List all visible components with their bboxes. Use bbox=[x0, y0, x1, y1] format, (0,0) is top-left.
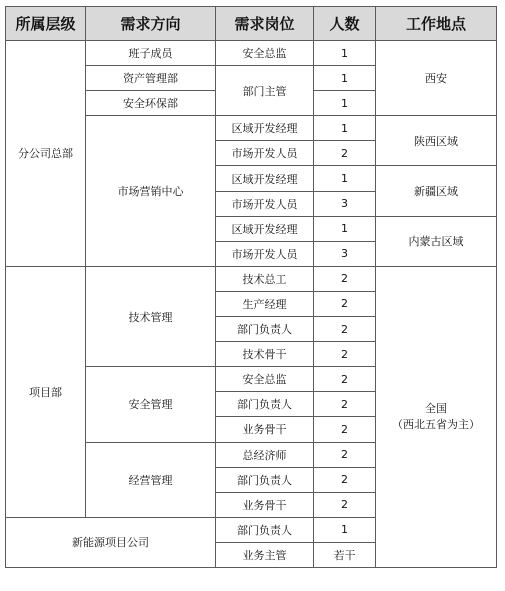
post-cell: 总经济师 bbox=[216, 442, 314, 467]
count-cell: 2 bbox=[314, 442, 376, 467]
post-cell: 区域开发经理 bbox=[216, 116, 314, 141]
count-cell: 3 bbox=[314, 191, 376, 216]
post-cell: 部门主管 bbox=[216, 66, 314, 116]
location-cell-xian: 西安 bbox=[376, 41, 497, 116]
level-cell-newenergy: 新能源项目公司 bbox=[6, 517, 216, 567]
post-cell: 市场开发人员 bbox=[216, 191, 314, 216]
post-cell: 部门负责人 bbox=[216, 517, 314, 542]
header-direction: 需求方向 bbox=[86, 7, 216, 41]
direction-cell-safety: 安全管理 bbox=[86, 367, 216, 442]
location-cell-xinjiang: 新疆区域 bbox=[376, 166, 497, 216]
direction-cell-tech: 技术管理 bbox=[86, 266, 216, 366]
level-cell-project: 项目部 bbox=[6, 266, 86, 517]
count-cell: 1 bbox=[314, 91, 376, 116]
post-cell: 业务主管 bbox=[216, 542, 314, 567]
count-cell: 2 bbox=[314, 392, 376, 417]
count-cell: 2 bbox=[314, 467, 376, 492]
count-cell: 1 bbox=[314, 116, 376, 141]
header-row bbox=[6, 7, 497, 41]
count-cell: 若干 bbox=[314, 542, 376, 567]
location-national-line2: （西北五省为主） bbox=[392, 417, 480, 431]
level-cell-hq: 分公司总部 bbox=[6, 41, 86, 267]
count-cell: 2 bbox=[314, 417, 376, 442]
count-cell: 2 bbox=[314, 367, 376, 392]
location-cell-neimenggu: 内蒙古区域 bbox=[376, 216, 497, 266]
post-cell: 生产经理 bbox=[216, 291, 314, 316]
post-cell: 安全总监 bbox=[216, 41, 314, 66]
count-cell: 3 bbox=[314, 241, 376, 266]
post-cell: 区域开发经理 bbox=[216, 216, 314, 241]
location-cell-shaanxi: 陕西区域 bbox=[376, 116, 497, 166]
direction-cell-asset: 资产管理部 bbox=[86, 66, 216, 91]
direction-cell-marketing: 市场营销中心 bbox=[86, 116, 216, 267]
header-count: 人数 bbox=[314, 7, 376, 41]
post-cell: 业务骨干 bbox=[216, 492, 314, 517]
count-cell: 1 bbox=[314, 216, 376, 241]
direction-cell-team: 班子成员 bbox=[86, 41, 216, 66]
post-cell: 市场开发人员 bbox=[216, 241, 314, 266]
direction-cell-operation: 经营管理 bbox=[86, 442, 216, 517]
post-cell: 区域开发经理 bbox=[216, 166, 314, 191]
header-post: 需求岗位 bbox=[216, 7, 314, 41]
recruitment-table-container bbox=[5, 6, 497, 568]
direction-cell-safety-env: 安全环保部 bbox=[86, 91, 216, 116]
post-cell: 技术骨干 bbox=[216, 342, 314, 367]
table-row bbox=[6, 41, 497, 66]
post-cell: 部门负责人 bbox=[216, 317, 314, 342]
count-cell: 2 bbox=[314, 492, 376, 517]
location-cell-national bbox=[376, 266, 497, 567]
count-cell: 1 bbox=[314, 41, 376, 66]
post-cell: 技术总工 bbox=[216, 266, 314, 291]
count-cell: 2 bbox=[314, 342, 376, 367]
post-cell: 部门负责人 bbox=[216, 467, 314, 492]
count-cell: 2 bbox=[314, 266, 376, 291]
recruitment-table bbox=[5, 6, 497, 568]
table-row bbox=[6, 266, 497, 291]
count-cell: 2 bbox=[314, 291, 376, 316]
post-cell: 部门负责人 bbox=[216, 392, 314, 417]
location-national-line1: 全国 bbox=[425, 401, 447, 415]
count-cell: 1 bbox=[314, 166, 376, 191]
post-cell: 业务骨干 bbox=[216, 417, 314, 442]
header-level: 所属层级 bbox=[6, 7, 86, 41]
header-location: 工作地点 bbox=[376, 7, 497, 41]
count-cell: 1 bbox=[314, 66, 376, 91]
post-cell: 市场开发人员 bbox=[216, 141, 314, 166]
count-cell: 1 bbox=[314, 517, 376, 542]
count-cell: 2 bbox=[314, 141, 376, 166]
count-cell: 2 bbox=[314, 317, 376, 342]
post-cell: 安全总监 bbox=[216, 367, 314, 392]
